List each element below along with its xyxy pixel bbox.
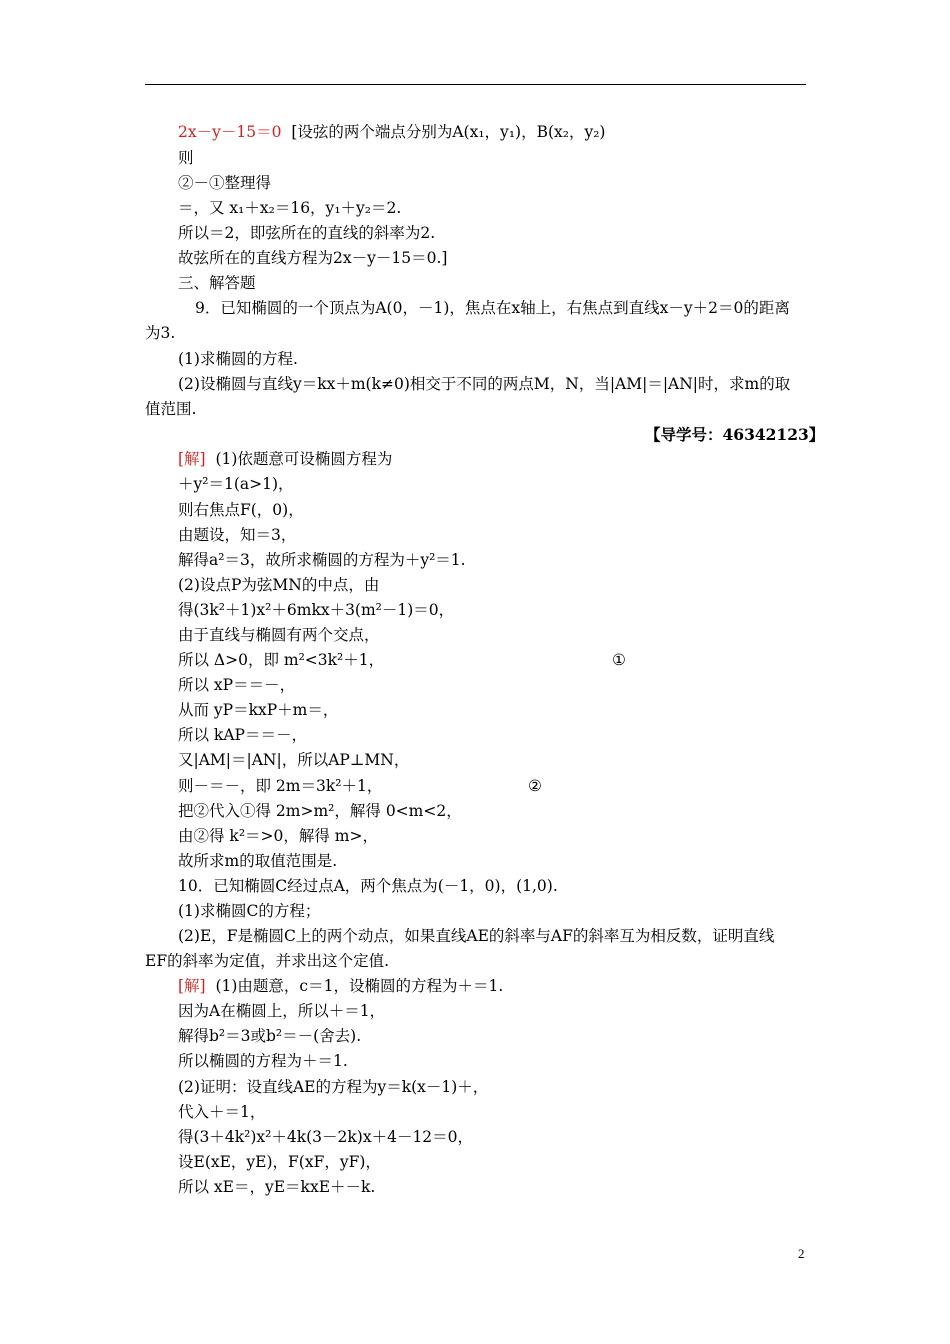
line-text: 值范围. <box>145 400 197 418</box>
text-line <box>178 273 256 293</box>
text-line <box>178 750 409 770</box>
line-text: 所以＝2，即弦所在的直线的斜率为2. <box>178 224 436 242</box>
line-text: 设E(xE，yE)，F(xF，yF)， <box>178 1153 381 1171</box>
page-number: 2 <box>798 1246 805 1261</box>
line-text: (1)求椭圆C的方程； <box>178 902 321 920</box>
text-line <box>178 1077 488 1097</box>
line-text: (2)证明：设直线AE的方程为y＝k(x－1)＋， <box>178 1078 489 1096</box>
text-line <box>145 399 196 419</box>
text-line <box>178 826 378 846</box>
text-line <box>178 148 194 168</box>
text-line <box>178 801 462 821</box>
marker-circle-1: ① <box>612 651 626 669</box>
text-line <box>178 776 382 796</box>
line-text: 从而 yP＝kxP＋m＝， <box>178 701 339 719</box>
line-text: 所以 xP＝＝－， <box>178 676 296 694</box>
text-line <box>178 700 338 720</box>
line-text: 所以 kAP＝＝－， <box>178 726 307 744</box>
text-line <box>178 1051 348 1071</box>
text-line <box>178 198 401 218</box>
line-text: 由②得 k²＝>0，解得 m>， <box>178 827 378 845</box>
text-line <box>178 1102 265 1122</box>
header-rule <box>145 84 806 85</box>
line-text: 又|AM|＝|AN|，所以AP⊥MN， <box>178 751 410 769</box>
text-line <box>178 1127 473 1147</box>
line-text: 所以 Δ>0，即 m²<3k²＋1， <box>178 651 385 669</box>
text-line <box>178 1152 381 1172</box>
text-line <box>178 575 379 595</box>
line-text: 由于直线与椭圆有两个交点， <box>178 626 380 644</box>
line-text: 故所求m的取值范围是. <box>178 852 338 870</box>
line-text: 解得a²＝3，故所求椭圆的方程为＋y²＝1. <box>178 551 466 569</box>
line-text: 10．已知椭圆C经过点A，两个焦点为(－1，0)，(1,0). <box>178 877 558 895</box>
line-text: (2)设点P为弦MN的中点，由 <box>178 576 380 594</box>
text-line <box>178 725 307 745</box>
line-text: (1)由题意，c＝1，设椭圆的方程为＋＝1. <box>215 977 504 995</box>
line-text: 9．已知椭圆的一个顶点为A(0，－1)，焦点在x轴上，右焦点到直线x－y＋2＝0的距离 <box>195 299 790 317</box>
text-line <box>145 323 175 343</box>
line-text: 由题设，知＝3， <box>178 526 297 544</box>
text-line <box>178 374 790 394</box>
text-line <box>178 1177 375 1197</box>
text-line <box>178 1001 385 1021</box>
line-text: 所以椭圆的方程为＋＝1. <box>178 1052 348 1070</box>
text-line <box>178 625 380 645</box>
line-text: 得(3＋4k²)x²＋4k(3－2k)x＋4－12＝0， <box>178 1128 474 1146</box>
text-line <box>178 223 435 243</box>
line-text: 把②代入①得 2m>m²，解得 0<m<2， <box>178 802 462 820</box>
text-line <box>145 951 389 971</box>
line-text: 解得b²＝3或b²＝－(舍去). <box>178 1027 362 1045</box>
text-line <box>178 449 392 469</box>
line-text: (1)依题意可设椭圆方程为 <box>215 450 393 468</box>
text-line <box>178 901 320 921</box>
red-prefix: [解] <box>178 450 216 468</box>
text-line <box>178 876 558 896</box>
line-text: 故弦所在的直线方程为2x－y－15＝0.] <box>178 249 448 267</box>
line-text: (1)求椭圆的方程. <box>178 350 298 368</box>
text-line <box>178 976 503 996</box>
line-text: 则 <box>178 149 194 167</box>
line-text: 得(3k²＋1)x²＋6mkx＋3(m²－1)＝0， <box>178 601 455 619</box>
text-line <box>178 122 605 142</box>
text-line <box>178 650 384 670</box>
line-text: 则右焦点F(，0)， <box>178 501 304 519</box>
line-text: 代入＋＝1， <box>178 1103 266 1121</box>
text-line <box>178 550 466 570</box>
line-text: 所以 xE＝，yE＝kxE＋－k. <box>178 1178 376 1196</box>
line-text: 三、解答题 <box>178 274 256 292</box>
line-text: EF的斜率为定值，并求出这个定值. <box>145 952 389 970</box>
text-line <box>195 298 790 318</box>
text-line <box>178 474 294 494</box>
marker-circle-2: ② <box>528 777 542 795</box>
text-line <box>178 173 271 193</box>
guide-number-tag: 【导学号：46342123】 <box>645 425 825 444</box>
line-text: (2)E，F是椭圆C上的两个动点，如果直线AE的斜率与AF的斜率互为相反数，证明直线 <box>178 927 775 945</box>
line-text: 则－＝－，即 2m＝3k²＋1， <box>178 777 383 795</box>
line-text: (2)设椭圆与直线y＝kx＋m(k≠0)相交于不同的两点M，N，当|AM|＝|AN|时，求m的取 <box>178 375 791 393</box>
text-line <box>178 926 774 946</box>
line-text: ＝，又 x₁＋x₂＝16，y₁＋y₂＝2. <box>178 199 402 217</box>
text-line <box>178 675 295 695</box>
line-text: ②－①整理得 <box>178 174 272 192</box>
text-line <box>178 248 447 268</box>
text-line <box>178 349 298 369</box>
text-line <box>178 600 454 620</box>
text-line <box>178 851 337 871</box>
red-prefix: [解] <box>178 977 216 995</box>
red-prefix: 2x－y－15＝0 <box>178 123 292 141</box>
line-text: 为3. <box>145 324 176 342</box>
line-text: ＋y²＝1(a>1)， <box>178 475 294 493</box>
text-line <box>178 525 296 545</box>
line-text: [设弦的两个端点分别为A(x₁，y₁)，B(x₂，y₂) <box>291 123 606 141</box>
text-line <box>178 1026 361 1046</box>
text-line <box>178 500 304 520</box>
line-text: 因为A在椭圆上，所以＋＝1， <box>178 1002 386 1020</box>
